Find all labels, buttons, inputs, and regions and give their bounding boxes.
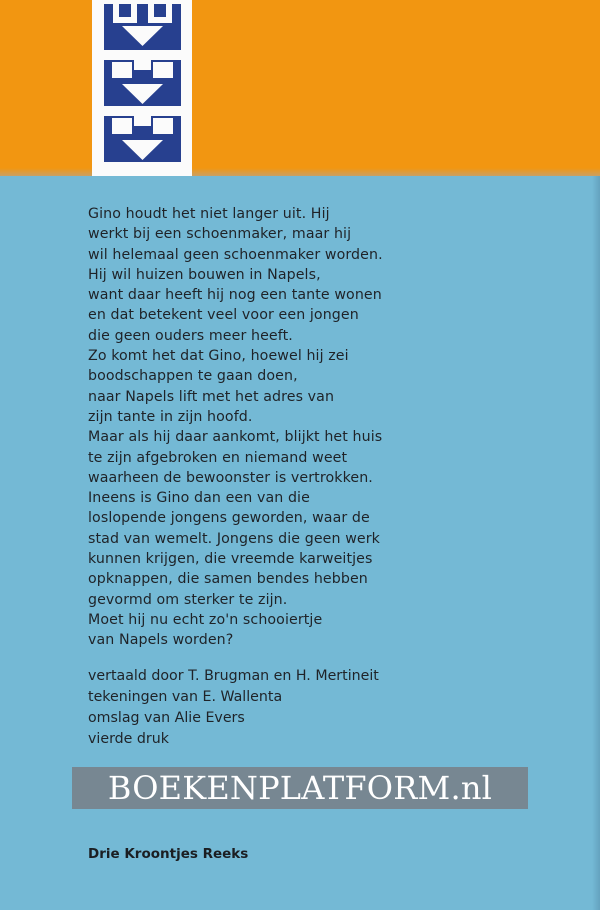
crown-icon [104,60,181,106]
blurb-line: kunnen krijgen, die vreemde karweitjes [88,551,373,568]
blurb-line: boodschappen te gaan doen, [88,368,298,385]
blurb-line: wil helemaal geen schoenmaker worden. [88,246,383,263]
watermark-text: BOEKENPLATFORM.nl [107,769,493,807]
blurb-line: opknappen, die samen bendes hebben [88,571,368,588]
blurb-line: Moet hij nu echt zo'n schooiertje [88,611,323,628]
blurb-line: waarheen de bewoonster is vertrokken. [88,469,373,486]
blurb-line: te zijn afgebroken en niemand weet [88,449,348,466]
credits-block [88,666,379,750]
blurb-line: van Napels worden? [88,632,234,649]
crown-icon [104,4,181,50]
orange-header-band [0,0,600,176]
blurb-line: en dat betekent veel voor een jongen [88,307,359,324]
blurb-line: stad van wemelt. Jongens die geen werk [88,530,380,547]
crown-icon [104,116,181,162]
blurb-line: Zo komt het dat Gino, hoewel hij zei [88,348,349,365]
blurb-line: naar Napels lift met het adres van [88,388,335,405]
blurb-line: loslopende jongens geworden, waar de [88,510,370,527]
edition-note: vierde druk [88,731,169,747]
blurb-line: zijn tante in zijn hoofd. [88,408,253,425]
blurb-line: Ineens is Gino dan een van die [88,490,310,507]
blurb-line: Hij wil huizen bouwen in Napels, [88,266,321,283]
watermark-banner [72,767,528,809]
blurb-line: werkt bij een schoenmaker, maar hij [88,226,352,243]
translator-credit: vertaald door T. Brugman en H. Mertineit [88,668,379,684]
series-name: Drie Kroontjes Reeks [88,846,249,862]
blurb-line: want daar heeft hij nog een tante wonen [88,287,382,304]
cover-credit: omslag van Alie Evers [88,710,245,726]
blurb-line: gevormd om sterker te zijn. [88,591,288,608]
illustrator-credit: tekeningen van E. Wallenta [88,689,283,705]
blurb-line: Gino houdt het niet langer uit. Hij [88,206,330,222]
blurb-text [88,204,383,651]
blurb-line: die geen ouders meer heeft. [88,327,293,344]
blurb-line: Maar als hij daar aankomt, blijkt het huis [88,429,383,446]
crown-logo-strip [92,0,192,176]
